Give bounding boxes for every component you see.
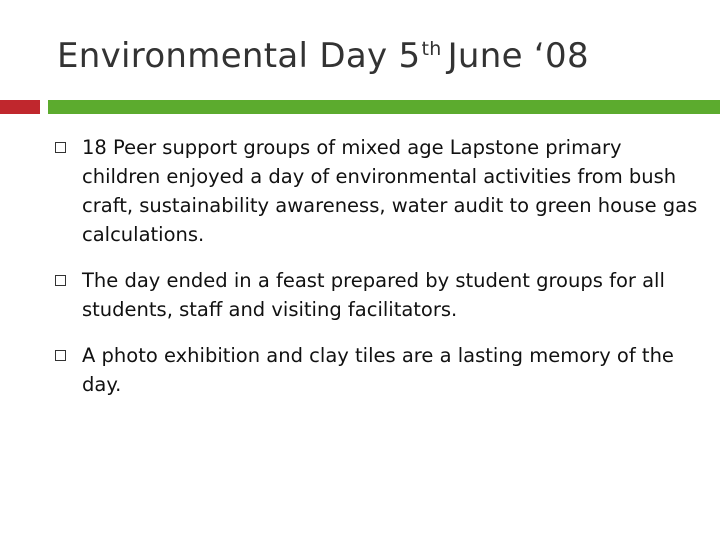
- title-text-date: June ‘08: [447, 36, 589, 76]
- bullet-item: [55, 133, 705, 249]
- title-text-main: Environmental Day 5: [57, 36, 421, 76]
- title-divider-red: [0, 100, 40, 114]
- title-divider-green: [48, 100, 720, 114]
- slide-title: [57, 38, 589, 75]
- bullet-list: [55, 133, 705, 416]
- bullet-item: [55, 341, 705, 399]
- bullet-text: A photo exhibition and clay tiles are a lasting memory of the day.: [82, 344, 674, 396]
- bullet-text: 18 Peer support groups of mixed age Lapstone primary children enjoyed a day of environmental activities from bush craft, sustainability awareness, water audit to green house gas calculations.: [82, 136, 698, 246]
- title-superscript: th: [421, 37, 442, 60]
- hollow-square-icon: [55, 275, 66, 286]
- bullet-text: The day ended in a feast prepared by student groups for all students, staff and visiting facilitators.: [82, 269, 665, 321]
- hollow-square-icon: [55, 350, 66, 361]
- hollow-square-icon: [55, 142, 66, 153]
- bullet-item: [55, 266, 705, 324]
